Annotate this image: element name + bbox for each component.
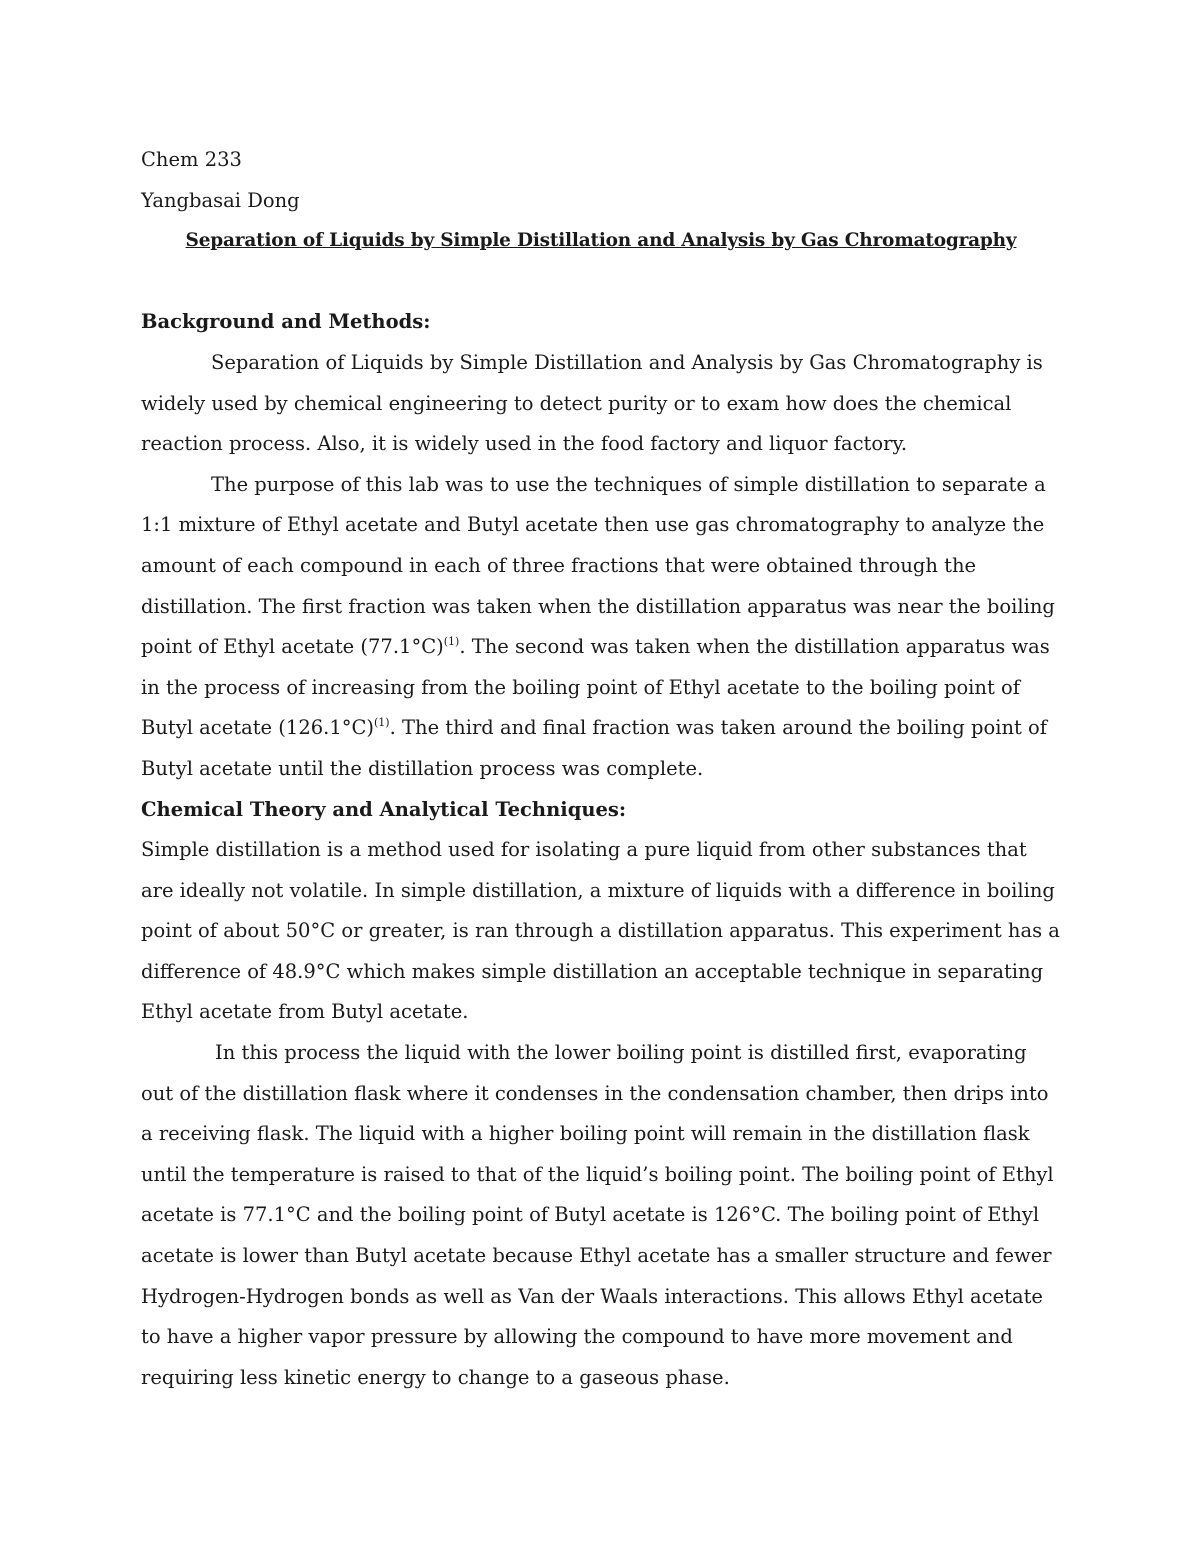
author-name: Yangbasai Dong [141, 188, 300, 212]
document-page [141, 140, 1061, 1398]
theory-paragraph-1: Simple distillation is a method used for isolating a pure liquid from other substances that are ideally not volatile. In simple distillation, a mixture of liquids with a difference in boiling point of about 50°C or greater, is ran through a distillation apparatus. This experiment has a difference of 48.9°C which makes simple distillation an acceptable technique in separating Ethyl acetate from Butyl acetate. [141, 838, 1060, 1024]
background-paragraph-1: Separation of Liquids by Simple Distillation and Analysis by Gas Chromatography is widely used by chemical engineering to detect purity or to exam how does the chemical reaction process. Also, it is widely used in the food factory and liquor factory. [141, 350, 1043, 456]
background-paragraph-2-text-c: . The third and final fraction was taken around the boiling point of Butyl acetate until the distillation process was complete. [141, 716, 1047, 780]
citation-ref-1: (1) [443, 635, 460, 649]
spacer [141, 262, 1061, 303]
background-paragraph-2 [141, 465, 1061, 790]
background-paragraph-2-text-a: The purpose of this lab was to use the techniques of simple distillation to separate a 1:1 mixture of Ethyl acetate and Butyl acetate then use gas chromatography to analyze the amount of each compound in each of three fractions that were obtained through the distillation. The first fraction was taken when the distillation apparatus was near the boiling point of Ethyl acetate (77.1°C) [141, 472, 1055, 659]
background-paragraph-2-text-b: . The second was taken when the distillation apparatus was in the process of increasing from the boiling point of Ethyl acetate to the boiling point of Butyl acetate (126.1°C) [141, 635, 1050, 740]
theory-paragraph-2: In this process the liquid with the lower boiling point is distilled first, evaporating out of the distillation flask where it condenses in the condensation chamber, then drips into a receiving flask. The liquid with a higher boiling point will remain in the distillation flask until the temperature is raised to that of the liquid’s boiling point. The boiling point of Ethyl acetate is 77.1°C and the boiling point of Butyl acetate is 126°C. The boiling point of Ethyl acetate is lower than Butyl acetate because Ethyl acetate has a smaller structure and fewer Hydrogen-Hydrogen bonds as well as Van der Waals interactions. This allows Ethyl acetate to have a higher vapor pressure by allowing the compound to have more movement and requiring less kinetic energy to change to a gaseous phase. [141, 1041, 1054, 1389]
course-name: Chem 233 [141, 148, 242, 171]
document-title: Separation of Liquids by Simple Distillation and Analysis by Gas Chromatography [185, 230, 1017, 252]
background-heading: Background and Methods: [141, 310, 431, 334]
citation-ref-2: (1) [374, 716, 390, 730]
theory-heading: Chemical Theory and Analytical Techniques: [141, 797, 627, 821]
